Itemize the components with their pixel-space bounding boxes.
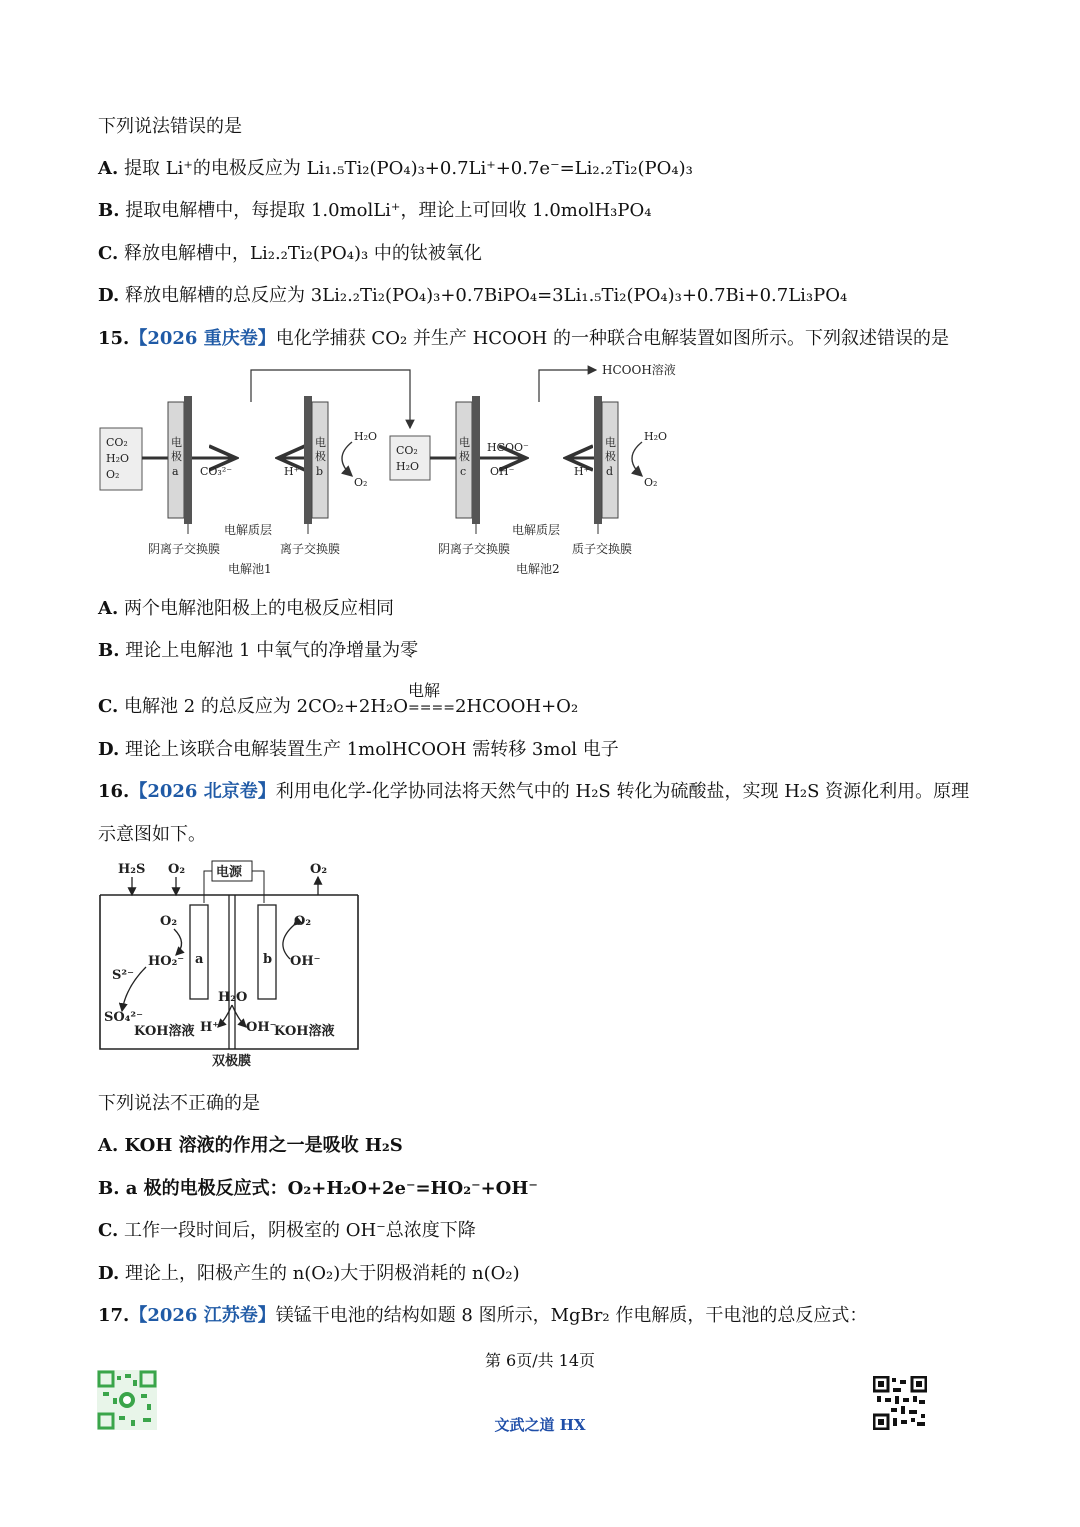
ohminus-label: OH⁻ [246, 1020, 277, 1035]
option-label: C. [98, 1220, 119, 1241]
hplus-2-label: H⁺ [574, 465, 590, 478]
membrane-3: 阴离子交换膜 [438, 542, 511, 556]
bipolar-membrane-label: 双极膜 [212, 1054, 252, 1069]
option-text-post: 2HCOOH+O₂ [454, 696, 579, 717]
option-label: D. [98, 285, 120, 306]
q14-option-a [98, 154, 693, 180]
o2-in-label: O₂ [168, 862, 186, 877]
option-label: D. [98, 1263, 120, 1284]
h2o-label: H₂O [218, 990, 248, 1005]
membrane-1: 阴离子交换膜 [148, 542, 221, 556]
cell-1-label: 电解池1 [228, 562, 272, 576]
q16-stem-line1 [98, 777, 969, 803]
electrode-a-1: 电 [171, 436, 182, 449]
option-text: 两个电解池阳极上的电极反应相同 [123, 598, 394, 619]
option-text: 释放电解槽的总反应为 3Li₂.₂Ti₂(PO₄)₃+0.7BiPO₄=3Li₁.₅Ti₂(PO₄)₃+0.7Bi+0.7Li₃PO₄ [124, 285, 848, 306]
koh-right-label: KOH溶液 [274, 1024, 335, 1039]
electrolyte-layer-2: 电解质层 [512, 523, 561, 537]
cell-2-label: 电解池2 [516, 562, 560, 576]
electrode-c-2: 极 [459, 450, 470, 463]
q15-option-c [98, 681, 579, 718]
hcooh-out-label: HCOOH溶液 [602, 363, 676, 377]
question-number: 17. [98, 1305, 130, 1326]
page-number: 第 6页/共 14页 [484, 1351, 596, 1370]
box1-co2: CO₂ [106, 436, 128, 449]
source-tag: 【2026 重庆卷】 [129, 328, 276, 349]
box1-o2: O₂ [106, 468, 120, 481]
condition-text: 电解 [408, 681, 441, 700]
q14-option-d [98, 281, 847, 307]
electrode-d-1: 电 [605, 436, 616, 449]
question-text: 镁锰干电池的结构如题 8 图所示，MgBr₂ 作电解质，干电池的总反应式： [275, 1305, 868, 1326]
membrane-4: 质子交换膜 [572, 542, 633, 556]
option-text: 理论上该联合电解装置生产 1molHCOOH 需转移 3mol 电子 [124, 739, 619, 760]
o2-d-label: O₂ [644, 476, 658, 489]
box2-h2o: H₂O [396, 460, 420, 473]
q15-option-a [98, 594, 394, 620]
oh-c-label: OH⁻ [490, 465, 515, 478]
option-label: C. [98, 243, 119, 264]
oh-b-label: OH⁻ [290, 954, 321, 969]
electrode-d-2: 极 [605, 450, 616, 463]
option-text: 理论上电解池 1 中氧气的净增量为零 [125, 640, 419, 661]
qr-code[interactable] [873, 1376, 927, 1430]
h2s-conversion-diagram [96, 855, 366, 1070]
electrode-a-label: a [195, 952, 204, 967]
option-label: B. [98, 640, 120, 661]
option-label: B. [98, 200, 120, 221]
question-number: 15. [98, 328, 130, 349]
brand-label: 文武之道 HX [494, 1416, 586, 1434]
box1-h2o: H₂O [106, 452, 130, 465]
option-text: 提取 Li⁺的电极反应为 Li₁.₅Ti₂(PO₄)₃+0.7Li⁺+0.7e⁻=Li₂.₂Ti₂(PO₄)₃ [123, 158, 693, 179]
q15-option-d [98, 735, 619, 761]
q16-option-c [98, 1216, 476, 1242]
electrode-b-3: b [316, 465, 324, 478]
electrode-c-3: c [460, 465, 467, 478]
option-text: 提取电解槽中，每提取 1.0molLi⁺，理论上可回收 1.0molH₃PO₄ [125, 200, 652, 221]
q16-option-d [98, 1259, 520, 1285]
question-number: 16. [98, 781, 130, 802]
koh-left-label: KOH溶液 [134, 1024, 195, 1039]
equals-sign: ==== [408, 700, 455, 716]
q17-stem [98, 1301, 867, 1327]
question-text: 利用电化学-化学协同法将天然气中的 H₂S 转化为硫酸盐，实现 H₂S 资源化利用。原理 [275, 781, 970, 802]
option-text: 释放电解槽中，Li₂.₂Ti₂(PO₄)₃ 中的钛被氧化 [124, 243, 482, 264]
source-tag: 【2026 江苏卷】 [129, 1305, 276, 1326]
membrane-2: 离子交换膜 [280, 542, 341, 556]
option-label: C. [98, 696, 119, 717]
q14-option-b [98, 196, 651, 222]
reaction-condition [408, 681, 455, 717]
q16-stem-line2: 示意图如下。 [98, 824, 206, 845]
electrode-c-1: 电 [459, 436, 470, 449]
q15-stem [98, 324, 949, 350]
q16-question: 下列说法不正确的是 [98, 1093, 260, 1114]
electrode-b-2: 极 [315, 450, 326, 463]
o2-out-label: O₂ [310, 862, 328, 877]
s2-label: S²⁻ [112, 968, 134, 983]
electrode-b-1: 电 [315, 436, 326, 449]
ho2-label: HO₂⁻ [148, 954, 185, 969]
box2-co2: CO₂ [396, 444, 418, 457]
source-tag: 【2026 北京卷】 [129, 781, 276, 802]
question-text: 电化学捕获 CO₂ 并生产 HCOOH 的一种联合电解装置如图所示。下列叙述错误的是 [275, 328, 950, 349]
electrode-a-2: 极 [171, 450, 182, 463]
electrolysis-diagram [96, 358, 696, 583]
o2-a-label: O₂ [160, 914, 178, 929]
option-label: D. [98, 739, 120, 760]
hcoo-label: HCOO⁻ [487, 441, 529, 454]
electrolyte-layer-1: 电解质层 [224, 523, 273, 537]
electrode-b-label: b [263, 952, 273, 967]
electrode-d-3: d [606, 465, 614, 478]
o2-b-label: O₂ [354, 476, 368, 489]
q16-option-a: A. KOH 溶液的作用之一是吸收 H₂S [98, 1135, 403, 1156]
h2s-label: H₂S [118, 862, 146, 877]
hplus-label: H⁺ [200, 1020, 220, 1035]
option-text: 理论上，阳极产生的 n(O₂)大于阴极消耗的 n(O₂) [124, 1263, 520, 1284]
h2o-d-label: H₂O [644, 430, 668, 443]
so4-label: SO₄²⁻ [104, 1010, 143, 1025]
option-text-pre: 电解池 2 的总反应为 2CO₂+2H₂O [124, 696, 409, 717]
option-label: A. [98, 598, 119, 619]
electrode-a-3: a [172, 465, 179, 478]
q14-stem: 下列说法错误的是 [98, 116, 242, 137]
q14-option-c [98, 239, 482, 265]
o2-b-label: O₂ [294, 914, 312, 929]
option-label: A. [98, 158, 119, 179]
hplus-1-label: H⁺ [284, 465, 300, 478]
q15-option-b [98, 636, 418, 662]
option-text: 工作一段时间后，阴极室的 OH⁻总浓度下降 [124, 1220, 476, 1241]
h2o-b-label: H₂O [354, 430, 378, 443]
co3-label: CO₃²⁻ [200, 465, 233, 478]
power-source-label: 电源 [216, 865, 243, 880]
q16-option-b: B. a 极的电极反应式：O₂+H₂O+2e⁻=HO₂⁻+OH⁻ [98, 1178, 538, 1199]
